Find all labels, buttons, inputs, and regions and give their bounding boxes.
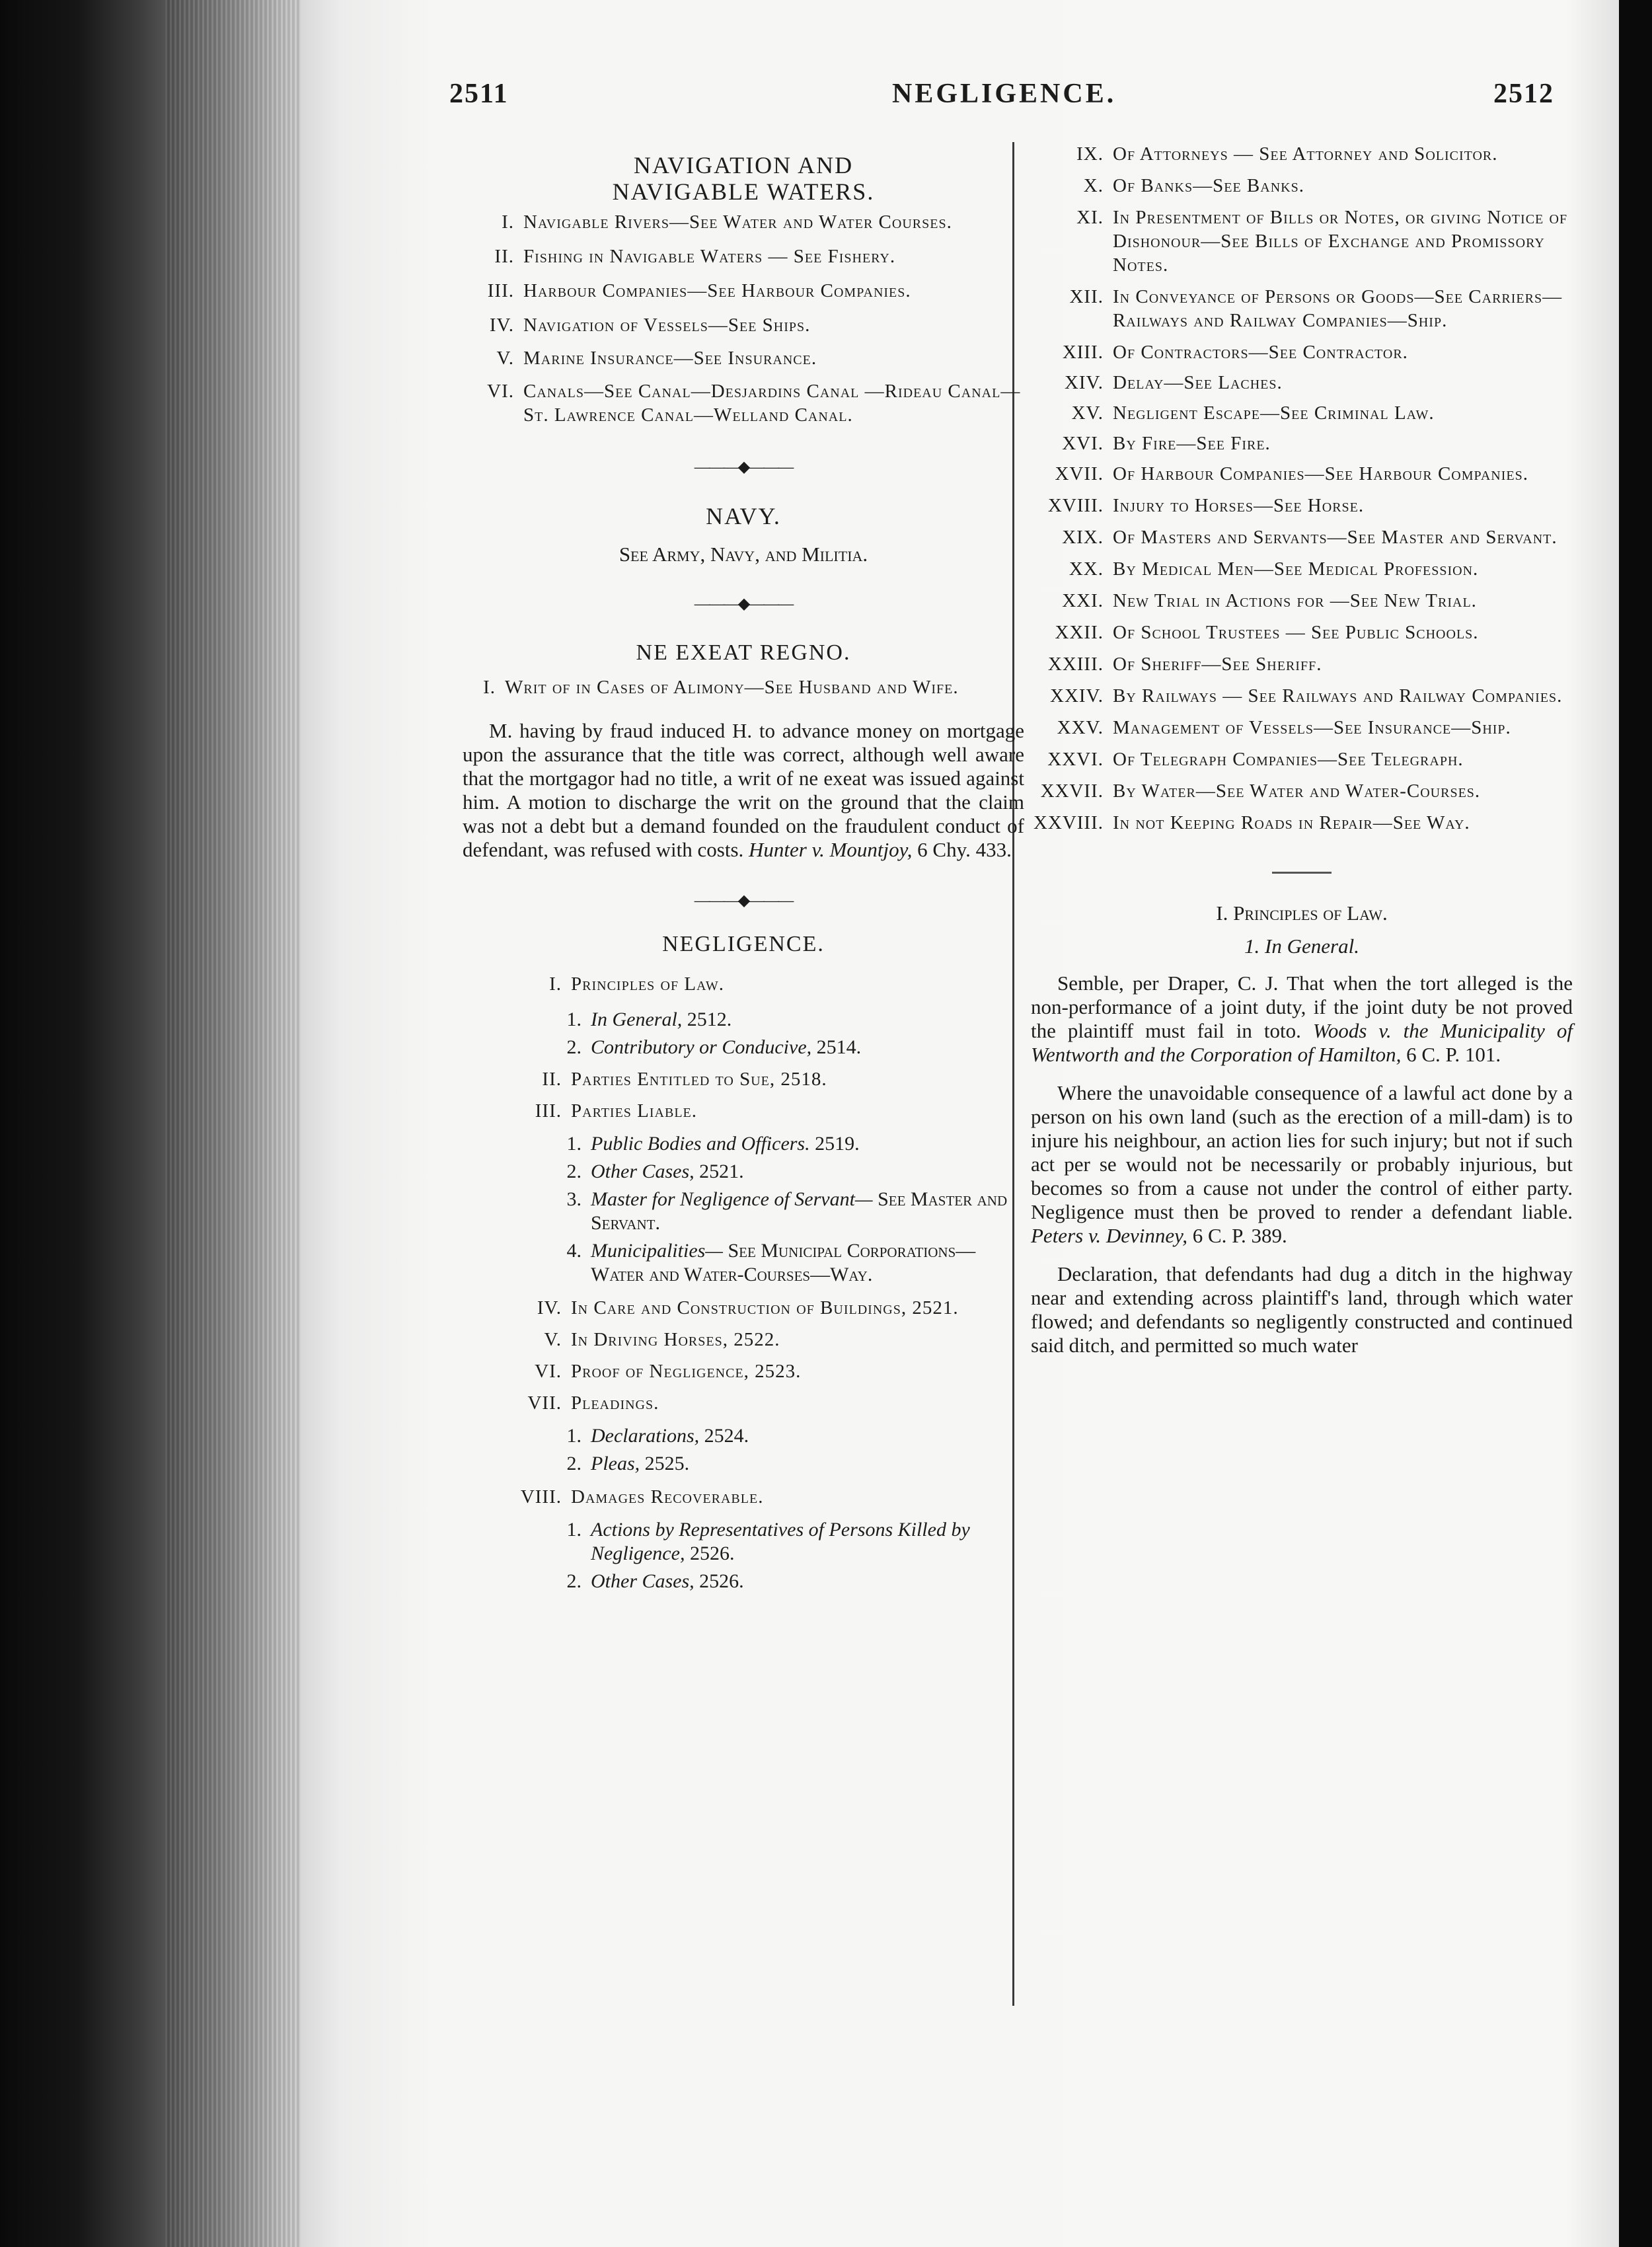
list-item: XIII. Of Contractors—See Contractor. — [1062, 342, 1408, 363]
list-item: XXVII. By Water—See Water and Water-Courses. — [1040, 781, 1481, 802]
list-item: I. Writ of in Cases of Alimony—See Husband and Wife. — [483, 677, 959, 698]
list-item: V. In Driving Horses, 2522. — [544, 1329, 780, 1350]
list-item: IV. In Care and Construction of Buildings, 2521. — [537, 1297, 959, 1318]
list-item: XVIII. Injury to Horses—See Horse. — [1047, 495, 1365, 516]
list-item: VI. Proof of Negligence, 2523. — [535, 1361, 802, 1382]
principles-subheading: 1. In General. — [1244, 934, 1359, 958]
list-item: VI. Canals—See Canal—Desjardins Canal —Rideau Canal—St. Lawrence Canal—Welland Canal. — [487, 381, 1021, 426]
list-item: XXIII. Of Sheriff—See Sheriff. — [1047, 654, 1322, 675]
page-edges — [165, 0, 311, 2247]
list-item: X. Of Banks—See Banks. — [1083, 175, 1304, 196]
list-item: XII. In Conveyance of Persons or Goods—See Carriers—Railways and Railway Companies—Ship. — [1069, 286, 1563, 331]
sub-item: 1. Actions by Representatives of Persons Killed by Negligence, 2526. — [566, 1519, 970, 1564]
list-item: XXIV. By Railways — See Railways and Railway Companies. — [1050, 685, 1563, 706]
sub-item: 1. Declarations, 2524. — [566, 1425, 749, 1447]
list-item: XXII. Of School Trustees — See Public Schools. — [1055, 622, 1479, 643]
ne-exeat-paragraph: M. having by fraud induced H. to advance money on mortgage upon the assurance that the title was correct, although well aware that the mortgagor had no title, a writ of ne exeat was issued against him. A motion to discharge the writ on the ground that the claim was not a debt but a demand founded on the fraudulent conduct of defendant, was refused with costs. Hunter v. Mountjoy, 6 Chy. 433. — [463, 719, 1024, 861]
sub-item: 2. Other Cases, 2526. — [566, 1570, 744, 1592]
list-item: XV. Negligent Escape—See Criminal Law. — [1071, 402, 1435, 424]
navigation-list — [463, 210, 1024, 427]
sub-item: 1. Public Bodies and Officers. 2519. — [566, 1133, 860, 1155]
ornament-divider: ———◆——— — [694, 459, 793, 476]
list-item: XXI. New Trial in Actions for —See New Trial. — [1062, 590, 1477, 611]
negligence-outline-continued — [1031, 142, 1573, 835]
list-item: XXVIII. In not Keeping Roads in Repair—See Way. — [1033, 812, 1470, 833]
list-item: XIV. Delay—See Laches. — [1064, 372, 1283, 393]
right-page-number: 2512 — [1493, 79, 1554, 109]
list-item: IX. Of Attorneys — See Attorney and Solicitor. — [1076, 143, 1498, 165]
sub-item: 3. Master for Negligence of Servant— See Master and Servant. — [566, 1188, 1008, 1234]
list-item: III. Harbour Companies—See Harbour Companies. — [487, 280, 911, 301]
list-item: XI. In Presentment of Bills or Notes, or giving Notice of Dishonour—See Bills of Exchange and Promissory Notes. — [1076, 207, 1568, 276]
sub-item: 4. Municipalities— See Municipal Corporations—Water and Water-Courses—Way. — [566, 1240, 976, 1285]
ne-exeat-title: NE EXEAT REGNO. — [636, 640, 851, 665]
list-item: XXVI. Of Telegraph Companies—See Telegraph. — [1047, 749, 1464, 770]
list-item: VIII. Damages Recoverable. — [520, 1486, 764, 1507]
list-item: VII. Pleadings. — [527, 1392, 659, 1414]
list-item: III. Parties Liable. — [535, 1100, 698, 1122]
sub-item: 2. Other Cases, 2521. — [566, 1161, 744, 1182]
case-paragraph: Semble, per Draper, C. J. That when the tort alleged is the non-performance of a joint duty, if the joint duty be not proved the plaintiff must fail in toto. Woods v. the Municipality of Wentworth and the Corporation of Hamilton, 6 C. P. 101. — [1031, 971, 1573, 1066]
list-item: I. Principles of Law. — [549, 973, 725, 995]
right-column — [1031, 142, 1573, 1357]
sub-item: 2. Contributory or Conducive, 2514. — [566, 1036, 862, 1058]
list-item: XVI. By Fire—See Fire. — [1062, 433, 1271, 454]
navy-title: NAVY. — [706, 503, 781, 529]
sub-item: 1. In General, 2512. — [566, 1009, 732, 1030]
list-item: XXV. Management of Vessels—See Insurance—Ship. — [1057, 717, 1511, 738]
running-title: NEGLIGENCE. — [892, 79, 1117, 109]
list-item: IV. Navigation of Vessels—See Ships. — [489, 315, 811, 336]
left-column — [463, 142, 1024, 1593]
negligence-title: NEGLIGENCE. — [662, 932, 825, 956]
short-rule — [1272, 872, 1332, 874]
list-item: V. Marine Insurance—See Insurance. — [496, 348, 817, 369]
navigation-title: NAVIGATION AND NAVIGABLE WATERS. — [612, 152, 875, 205]
sub-item: 2. Pleas, 2525. — [566, 1453, 690, 1474]
list-item: XX. By Medical Men—See Medical Profession. — [1069, 558, 1479, 580]
negligence-outline — [463, 972, 1024, 1593]
navy-see-reference: See Army, Navy, and Militia. — [619, 543, 868, 566]
case-paragraph: Declaration, that defendants had dug a ditch in the highway near and extending across plaintiff's land, through which water flowed; and defendants so negligently constructed and continued said ditch, and permitted so much water — [1031, 1262, 1573, 1357]
list-item: XVII. Of Harbour Companies—See Harbour Companies. — [1055, 463, 1528, 484]
case-paragraph: Where the unavoidable consequence of a lawful act done by a person on his own land (such as the erection of a mill-dam) is to injure his neighbour, an action lies for such injury; but not if such act per se would not be necessarily or probably injurious, but becomes so from a cause not under the control of either party. Negligence must then be proved to render a defendant liable. Peters v. Devinney, 6 C. P. 389. — [1031, 1081, 1573, 1247]
list-item: II. Fishing in Navigable Waters — See Fishery. — [494, 246, 896, 267]
principles-heading: I. Principles of Law. — [1216, 901, 1388, 925]
list-item: II. Parties Entitled to Sue, 2518. — [542, 1069, 827, 1090]
list-item: XIX. Of Masters and Servants—See Master and Servant. — [1062, 527, 1558, 548]
scan-border — [1619, 0, 1652, 2247]
ornament-divider: ———◆——— — [694, 595, 793, 613]
ornament-divider: ———◆——— — [694, 892, 793, 909]
list-item: I. Navigable Rivers—See Water and Water Courses. — [502, 211, 952, 233]
left-page-number: 2511 — [449, 79, 509, 109]
book-spine — [0, 0, 311, 2247]
